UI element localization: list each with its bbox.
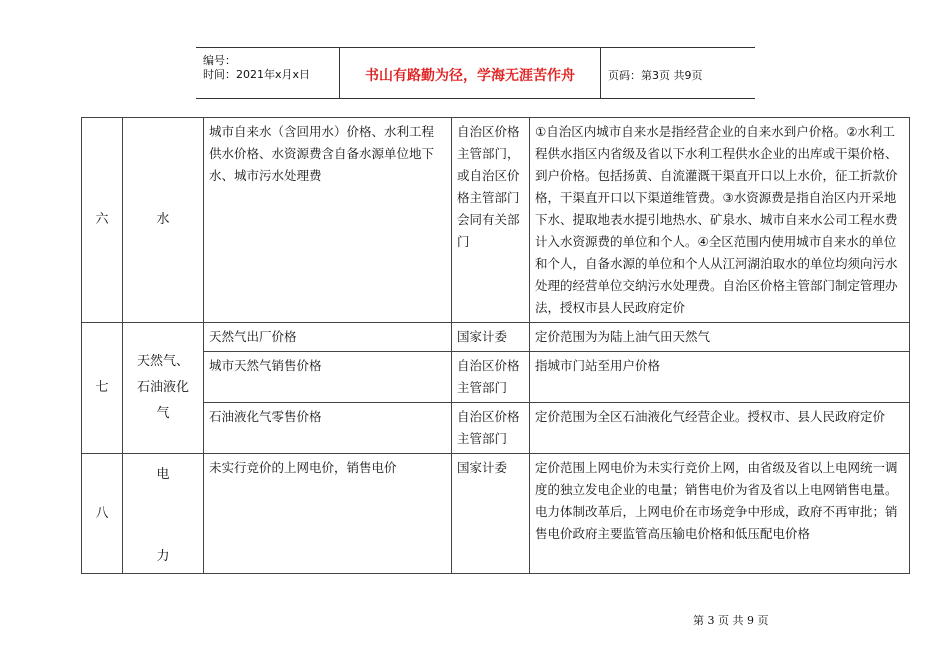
motto-text: 书山有路勤为径，学海无涯苦作舟: [365, 68, 575, 84]
row-item: 天然气出厂价格: [204, 323, 452, 352]
price-catalog-table: [81, 117, 910, 574]
row-note: 定价范围上网电价为未实行竞价上网，由省级及省以上电网统一调度的独立发电企业的电量；销售电价为省及省以上电网销售电量。电力体制改革后，上网电价在市场竞争中形成，政府不再审批；销售电价政府主要监管高压输电价格和低压配电价格: [530, 454, 910, 574]
row-item: 石油液化气零售价格: [204, 403, 452, 454]
row-category: 水: [123, 118, 204, 323]
row-authority: 国家计委: [452, 323, 530, 352]
number-label: 编号：: [203, 54, 236, 67]
time-label: 时间：2021年x月x日: [203, 68, 311, 81]
header-motto-cell: [340, 48, 601, 98]
row-item: 城市天然气销售价格: [204, 352, 452, 403]
row-number: 八: [82, 454, 123, 574]
row-item: 未实行竞价的上网电价，销售电价: [204, 454, 452, 574]
row-authority: 自治区价格主管部门: [452, 403, 530, 454]
row-authority: 国家计委: [452, 454, 530, 574]
row-note: ①自治区内城市自来水是指经营企业的自来水到户价格。②水利工程供水指区内省级及省以下水利工程供水企业的出库或干渠价格、到户价格。包括扬黄、自流灌溉干渠直开口以上水价，征工折款价格，干渠直开口以下渠道维管费。③水资源费是指自治区内开采地下水、提取地表水提引地热水、矿泉水、城市自来水公司工程水费计入水资源费的单位和个人。④全区范围内使用城市自来水的单位和个人，自备水源的单位和个人从江河湖泊取水的单位均须向污水处理的经营单位交纳污水处理费。自治区价格主管部门制定管理办法，授权市县人民政府定价: [530, 118, 910, 323]
row-item: 城市自来水（含回用水）价格、水利工程供水价格、水资源费含自备水源单位地下水、城市污水处理费: [204, 118, 452, 323]
row-category: [123, 454, 204, 574]
category-bottom-char: 力: [156, 549, 170, 564]
row-note: 定价范围为全区石油液化气经营企业。授权市、县人民政府定价: [530, 403, 910, 454]
row-note: 定价范围为为陆上油气田天然气: [530, 323, 910, 352]
page-header: [196, 47, 755, 99]
table-row: [82, 323, 910, 352]
table-row: [82, 454, 910, 574]
table-row: [82, 352, 910, 403]
header-meta-cell: [196, 48, 340, 98]
row-authority: 自治区价格主管部门，或自治区价格主管部门会同有关部门: [452, 118, 530, 323]
page-info: 页码：第3页 共9页: [608, 69, 703, 82]
header-page-cell: [601, 48, 755, 98]
category-top-char: 电: [156, 467, 170, 482]
table-row: [82, 403, 910, 454]
row-authority: 自治区价格主管部门: [452, 352, 530, 403]
row-number: 七: [82, 323, 123, 454]
table-row: [82, 118, 910, 323]
page-footer: 第 3 页 共 9 页: [693, 614, 769, 627]
row-category: 天然气、石油液化气: [123, 323, 204, 454]
row-number: 六: [82, 118, 123, 323]
row-note: 指城市门站至用户价格: [530, 352, 910, 403]
